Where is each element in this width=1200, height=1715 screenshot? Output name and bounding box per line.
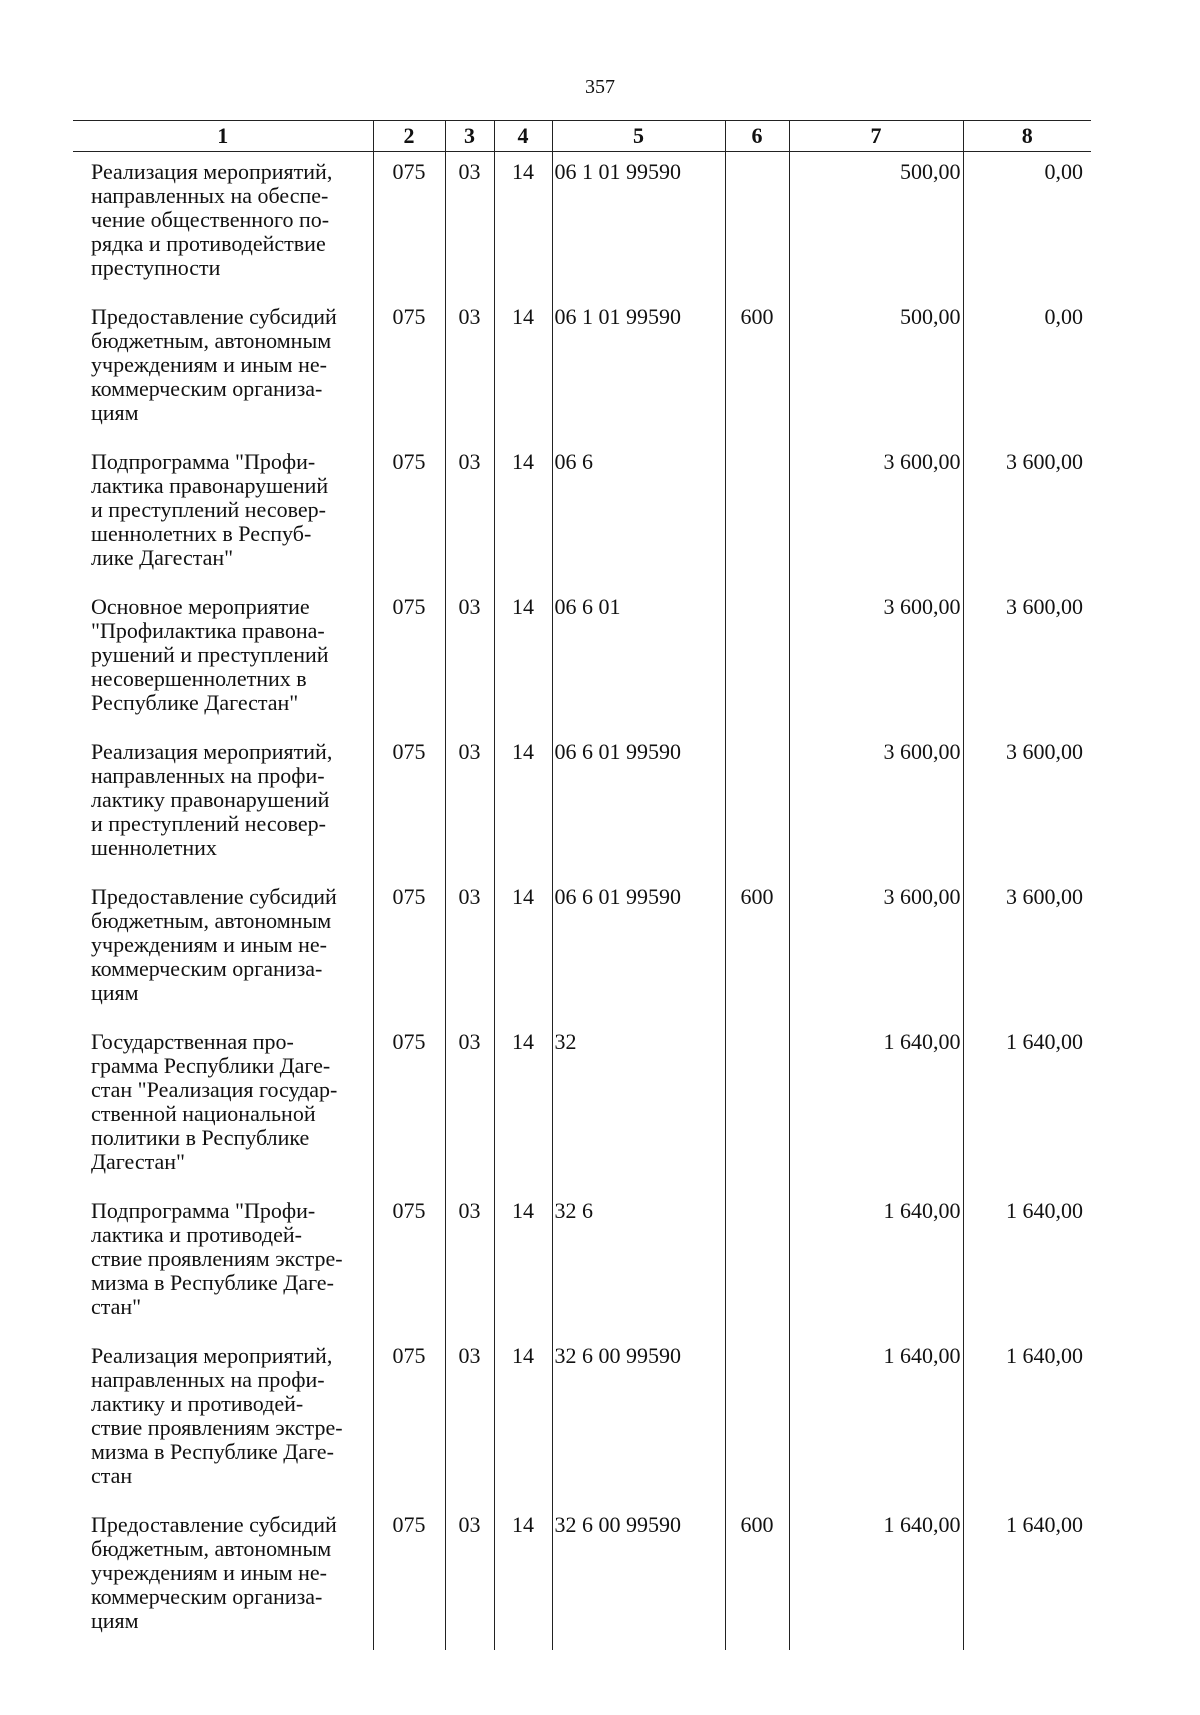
table-row <box>73 877 1091 1022</box>
item-name-line: учреждениям и иным не- <box>91 352 327 377</box>
table-row <box>73 1505 1091 1650</box>
amount-col-8: 3 600,00 <box>963 442 1091 587</box>
ministry-code: 075 <box>373 1505 445 1650</box>
ministry-code: 075 <box>373 587 445 732</box>
amount-col-7: 3 600,00 <box>789 877 963 1022</box>
item-name-line: циям <box>91 400 139 425</box>
item-name-line: направленных на профи- <box>91 1367 325 1392</box>
item-name <box>73 587 373 732</box>
amount-col-7: 500,00 <box>789 297 963 442</box>
amount-col-8: 1 640,00 <box>963 1505 1091 1650</box>
amount-col-7: 500,00 <box>789 152 963 298</box>
item-name-line: рядка и противодействие <box>91 231 326 256</box>
column-header-3: 3 <box>445 121 494 152</box>
item-name-line: коммерческим организа- <box>91 376 323 401</box>
ministry-code: 075 <box>373 1191 445 1336</box>
section-code: 03 <box>445 1022 494 1191</box>
table-row <box>73 1336 1091 1505</box>
ministry-code: 075 <box>373 442 445 587</box>
item-name-line: ствие проявлениям экстре- <box>91 1415 343 1440</box>
subsection-code: 14 <box>494 1022 552 1191</box>
item-name-line: грамма Республики Даге- <box>91 1053 331 1078</box>
section-code: 03 <box>445 587 494 732</box>
ministry-code: 075 <box>373 1022 445 1191</box>
amount-col-7: 3 600,00 <box>789 442 963 587</box>
item-name-line: лике Дагестан" <box>91 545 234 570</box>
amount-col-8: 0,00 <box>963 152 1091 298</box>
item-name <box>73 442 373 587</box>
item-name-line: направленных на обеспе- <box>91 183 329 208</box>
expense-type-code: 600 <box>725 1505 789 1650</box>
item-name-line: Предоставление субсидий <box>91 304 337 329</box>
subsection-code: 14 <box>494 297 552 442</box>
section-code: 03 <box>445 1505 494 1650</box>
table-row <box>73 732 1091 877</box>
target-article-code: 06 1 01 99590 <box>552 297 725 442</box>
expense-type-code <box>725 442 789 587</box>
item-name-line: стан" <box>91 1294 142 1319</box>
amount-col-7: 3 600,00 <box>789 732 963 877</box>
item-name-line: шеннолетних в Респуб- <box>91 521 312 546</box>
item-name-line: Реализация мероприятий, <box>91 1343 333 1368</box>
table-header <box>73 121 1091 152</box>
subsection-code: 14 <box>494 587 552 732</box>
item-name-line: Подпрограмма "Профи- <box>91 449 316 474</box>
item-name-line: учреждениям и иным не- <box>91 1560 327 1585</box>
page-number: 357 <box>585 76 615 98</box>
expense-type-code <box>725 732 789 877</box>
item-name-line: Государственная про- <box>91 1029 294 1054</box>
item-name-line: рушений и преступлений <box>91 642 329 667</box>
column-header-4: 4 <box>494 121 552 152</box>
item-name-line: циям <box>91 980 139 1005</box>
amount-col-8: 3 600,00 <box>963 732 1091 877</box>
item-name <box>73 152 373 298</box>
target-article-code: 06 6 01 99590 <box>552 877 725 1022</box>
expense-type-code: 600 <box>725 297 789 442</box>
subsection-code: 14 <box>494 877 552 1022</box>
item-name-line: стан <box>91 1463 133 1488</box>
table-row <box>73 587 1091 732</box>
target-article-code: 06 1 01 99590 <box>552 152 725 298</box>
expense-type-code <box>725 587 789 732</box>
ministry-code: 075 <box>373 877 445 1022</box>
item-name-line: и преступлений несовер- <box>91 811 326 836</box>
item-name <box>73 1505 373 1650</box>
header-row <box>73 121 1091 152</box>
item-name-line: ствие проявлениям экстре- <box>91 1246 343 1271</box>
item-name-line: Дагестан" <box>91 1149 185 1174</box>
section-code: 03 <box>445 1191 494 1336</box>
item-name <box>73 877 373 1022</box>
amount-col-8: 1 640,00 <box>963 1191 1091 1336</box>
subsection-code: 14 <box>494 1505 552 1650</box>
item-name-line: Подпрограмма "Профи- <box>91 1198 316 1223</box>
ministry-code: 075 <box>373 732 445 877</box>
ministry-code: 075 <box>373 1336 445 1505</box>
item-name <box>73 732 373 877</box>
item-name-line: и преступлений несовер- <box>91 497 326 522</box>
item-name-line: бюджетным, автономным <box>91 908 332 933</box>
section-code: 03 <box>445 1336 494 1505</box>
amount-col-7: 1 640,00 <box>789 1505 963 1650</box>
item-name-line: чение общественного по- <box>91 207 330 232</box>
item-name-line: бюджетным, автономным <box>91 328 332 353</box>
amount-col-7: 1 640,00 <box>789 1191 963 1336</box>
item-name-line: лактика и противодей- <box>91 1222 302 1247</box>
subsection-code: 14 <box>494 1336 552 1505</box>
table-body <box>73 152 1091 1651</box>
column-header-2: 2 <box>373 121 445 152</box>
item-name-line: шеннолетних <box>91 835 217 860</box>
item-name-line: преступности <box>91 255 221 280</box>
item-name-line: направленных на профи- <box>91 763 325 788</box>
column-header-8: 8 <box>963 121 1091 152</box>
target-article-code: 06 6 01 99590 <box>552 732 725 877</box>
item-name-line: учреждениям и иным не- <box>91 932 327 957</box>
item-name <box>73 1336 373 1505</box>
target-article-code: 32 6 00 99590 <box>552 1336 725 1505</box>
target-article-code: 32 <box>552 1022 725 1191</box>
table-row <box>73 442 1091 587</box>
amount-col-7: 1 640,00 <box>789 1022 963 1191</box>
item-name-line: мизма в Республике Даге- <box>91 1270 334 1295</box>
item-name-line: лактику правонарушений <box>91 787 330 812</box>
table-row <box>73 152 1091 298</box>
ministry-code: 075 <box>373 297 445 442</box>
item-name-line: коммерческим организа- <box>91 956 323 981</box>
target-article-code: 06 6 <box>552 442 725 587</box>
item-name <box>73 1191 373 1336</box>
item-name-line: Реализация мероприятий, <box>91 739 333 764</box>
section-code: 03 <box>445 152 494 298</box>
item-name-line: Предоставление субсидий <box>91 1512 337 1537</box>
target-article-code: 32 6 <box>552 1191 725 1336</box>
expense-type-code <box>725 1022 789 1191</box>
expense-type-code: 600 <box>725 877 789 1022</box>
expense-type-code <box>725 1336 789 1505</box>
subsection-code: 14 <box>494 1191 552 1336</box>
target-article-code: 32 6 00 99590 <box>552 1505 725 1650</box>
column-header-6: 6 <box>725 121 789 152</box>
section-code: 03 <box>445 732 494 877</box>
subsection-code: 14 <box>494 152 552 298</box>
item-name-line: мизма в Республике Даге- <box>91 1439 334 1464</box>
item-name-line: циям <box>91 1608 139 1633</box>
amount-col-7: 1 640,00 <box>789 1336 963 1505</box>
item-name-line: стан "Реализация государ- <box>91 1077 338 1102</box>
section-code: 03 <box>445 442 494 587</box>
item-name-line: лактику и противодей- <box>91 1391 304 1416</box>
item-name-line: ственной национальной <box>91 1101 316 1126</box>
item-name-line: коммерческим организа- <box>91 1584 323 1609</box>
subsection-code: 14 <box>494 442 552 587</box>
column-header-5: 5 <box>552 121 725 152</box>
amount-col-8: 1 640,00 <box>963 1336 1091 1505</box>
column-header-1: 1 <box>73 121 373 152</box>
item-name-line: Предоставление субсидий <box>91 884 337 909</box>
budget-table <box>73 120 1091 1650</box>
item-name-line: бюджетным, автономным <box>91 1536 332 1561</box>
amount-col-7: 3 600,00 <box>789 587 963 732</box>
item-name <box>73 297 373 442</box>
ministry-code: 075 <box>373 152 445 298</box>
amount-col-8: 0,00 <box>963 297 1091 442</box>
table-row <box>73 297 1091 442</box>
item-name-line: Основное мероприятие <box>91 594 310 619</box>
subsection-code: 14 <box>494 732 552 877</box>
table-row <box>73 1191 1091 1336</box>
item-name-line: политики в Республике <box>91 1125 310 1150</box>
amount-col-8: 1 640,00 <box>963 1022 1091 1191</box>
section-code: 03 <box>445 877 494 1022</box>
item-name-line: Республике Дагестан" <box>91 690 299 715</box>
item-name-line: Реализация мероприятий, <box>91 159 333 184</box>
target-article-code: 06 6 01 <box>552 587 725 732</box>
item-name-line: "Профилактика правона- <box>91 618 325 643</box>
item-name <box>73 1022 373 1191</box>
expense-type-code <box>725 152 789 298</box>
expense-type-code <box>725 1191 789 1336</box>
item-name-line: лактика правонарушений <box>91 473 329 498</box>
amount-col-8: 3 600,00 <box>963 587 1091 732</box>
column-header-7: 7 <box>789 121 963 152</box>
amount-col-8: 3 600,00 <box>963 877 1091 1022</box>
section-code: 03 <box>445 297 494 442</box>
table-row <box>73 1022 1091 1191</box>
item-name-line: несовершеннолетних в <box>91 666 307 691</box>
